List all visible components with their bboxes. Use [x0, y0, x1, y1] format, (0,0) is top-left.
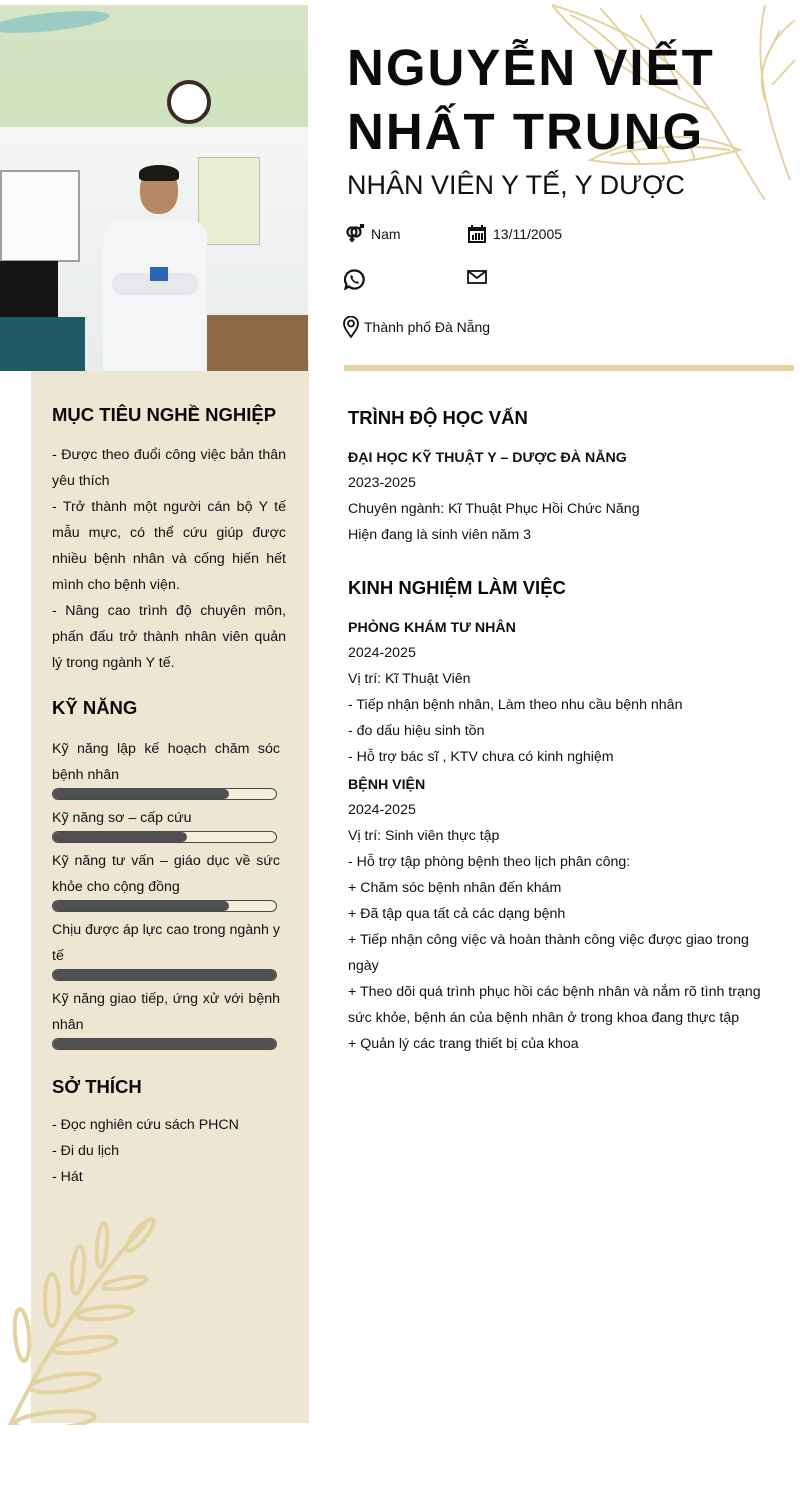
gender-value: Nam	[371, 226, 401, 242]
objective-text	[52, 442, 286, 676]
skill-progress-bar	[52, 831, 277, 843]
monitor-shape	[0, 261, 58, 319]
experience-job	[348, 616, 768, 770]
whiteboard-shape	[0, 170, 80, 262]
job-years: 2024-2025	[348, 645, 416, 661]
objective-line: - Được theo đuổi công việc bản thân yêu thích	[52, 447, 286, 489]
education-years: 2023-2025	[348, 475, 416, 491]
skill-label: Kỹ năng giao tiếp, ứng xử với bệnh nhân	[52, 991, 280, 1033]
job-organization: PHÒNG KHÁM TƯ NHÂN	[348, 620, 516, 636]
skill-progress-fill	[53, 1039, 276, 1049]
education-block	[348, 446, 768, 548]
job-detail: - Tiếp nhận bệnh nhân, Làm theo nhu cầu bệnh nhân	[348, 697, 683, 713]
job-detail: + Đã tập qua tất cả các dạng bệnh	[348, 906, 566, 922]
skill-progress-fill	[53, 970, 276, 980]
phone-row[interactable]	[344, 269, 371, 290]
skill-label: Chịu được áp lực cao trong ngành y tế	[52, 922, 280, 964]
skill-label: Kỹ năng tư vấn – giáo dục về sức khỏe cho cộng đồng	[52, 853, 280, 895]
address-value: Thành phố Đà Nẵng	[364, 319, 491, 335]
hobby-item: - Đi du lịch	[52, 1143, 120, 1159]
poster-shape	[198, 157, 260, 245]
job-detail: - đo dấu hiệu sinh tồn	[348, 723, 485, 739]
job-detail: + Chăm sóc bệnh nhân đến khám	[348, 880, 562, 896]
wall-clock-shape	[167, 80, 211, 124]
address-row	[343, 316, 490, 338]
job-position: Vị trí: Kĩ Thuật Viên	[348, 671, 471, 687]
education-heading: TRÌNH ĐỘ HỌC VẤN	[348, 407, 528, 428]
experience-job	[348, 773, 768, 1057]
objective-heading: MỤC TIÊU NGHỀ NGHIỆP	[52, 404, 277, 425]
desk-shape	[194, 315, 308, 371]
hobbies-heading: SỞ THÍCH	[52, 1076, 142, 1097]
job-position: Vị trí: Sinh viên thực tập	[348, 828, 500, 844]
skill-label: Kỹ năng sơ – cấp cứu	[52, 810, 192, 826]
location-pin-icon	[343, 316, 359, 338]
skill-label: Kỹ năng lập kế hoạch chăm sóc bệnh nhân	[52, 741, 280, 783]
header-divider	[344, 365, 794, 371]
birthday-value: 13/11/2005	[493, 226, 563, 242]
objective-line: - Nâng cao trình độ chuyên môn, phấn đấu trở thành nhân viên quản lý trong ngành Y tế.	[52, 603, 286, 671]
profile-photo	[0, 5, 308, 371]
hobby-item: - Hát	[52, 1169, 83, 1185]
hobby-item: - Đọc nghiên cứu sách PHCN	[52, 1117, 239, 1133]
gender-row	[345, 224, 401, 244]
skill-progress-bar	[52, 788, 277, 800]
job-detail: + Theo dõi quá trình phục hồi các bệnh nhân và nắm rõ tình trạng sức khỏe, bệnh án của bệnh nhân ở trong khoa đang thực tập	[348, 984, 761, 1026]
email-row[interactable]	[467, 269, 493, 285]
job-detail: + Quản lý các trang thiết bị của khoa	[348, 1036, 579, 1052]
job-organization: BỆNH VIỆN	[348, 777, 426, 793]
objective-line: - Trở thành một người cán bộ Y tế mẫu mực, có thể cứu giúp được nhiều bệnh nhân và cống hiến hết mình cho bệnh viện.	[52, 499, 286, 593]
skill-progress-fill	[53, 832, 187, 842]
branch-decoration-icon	[0, 1205, 160, 1425]
school-name: ĐẠI HỌC KỸ THUẬT Y – DƯỢC ĐÀ NẴNG	[348, 450, 627, 466]
skill-progress-bar	[52, 969, 277, 981]
gender-icon	[345, 224, 365, 244]
envelope-icon	[467, 269, 487, 285]
calendar-icon	[467, 224, 487, 244]
whatsapp-phone-icon	[344, 269, 365, 290]
candidate-name: NGUYỄN VIẾT NHẤT TRUNG	[347, 39, 715, 160]
person-hair-shape	[139, 165, 179, 181]
skill-progress-fill	[53, 901, 229, 911]
experience-heading: KINH NGHIỆM LÀM VIỆC	[348, 577, 566, 598]
person-body-shape	[103, 220, 207, 371]
skill-progress-fill	[53, 789, 229, 799]
skill-progress-bar	[52, 1038, 277, 1050]
job-detail: - Hỗ trợ bác sĩ , KTV chưa có kinh nghiệm	[348, 749, 614, 765]
birthday-row	[467, 224, 562, 244]
id-badge-shape	[150, 267, 168, 281]
job-years: 2024-2025	[348, 802, 416, 818]
job-title: NHÂN VIÊN Y TẾ, Y DƯỢC	[347, 170, 685, 200]
education-major: Chuyên ngành: Kĩ Thuật Phục Hồi Chức Năng	[348, 501, 640, 517]
skill-progress-bar	[52, 900, 277, 912]
skills-heading: KỸ NĂNG	[52, 697, 138, 718]
job-detail: + Tiếp nhận công việc và hoàn thành công việc được giao trong ngày	[348, 932, 749, 974]
education-status: Hiện đang là sinh viên năm 3	[348, 527, 531, 543]
table-shape	[0, 317, 85, 371]
job-detail: - Hỗ trợ tập phòng bệnh theo lịch phân công:	[348, 854, 631, 870]
